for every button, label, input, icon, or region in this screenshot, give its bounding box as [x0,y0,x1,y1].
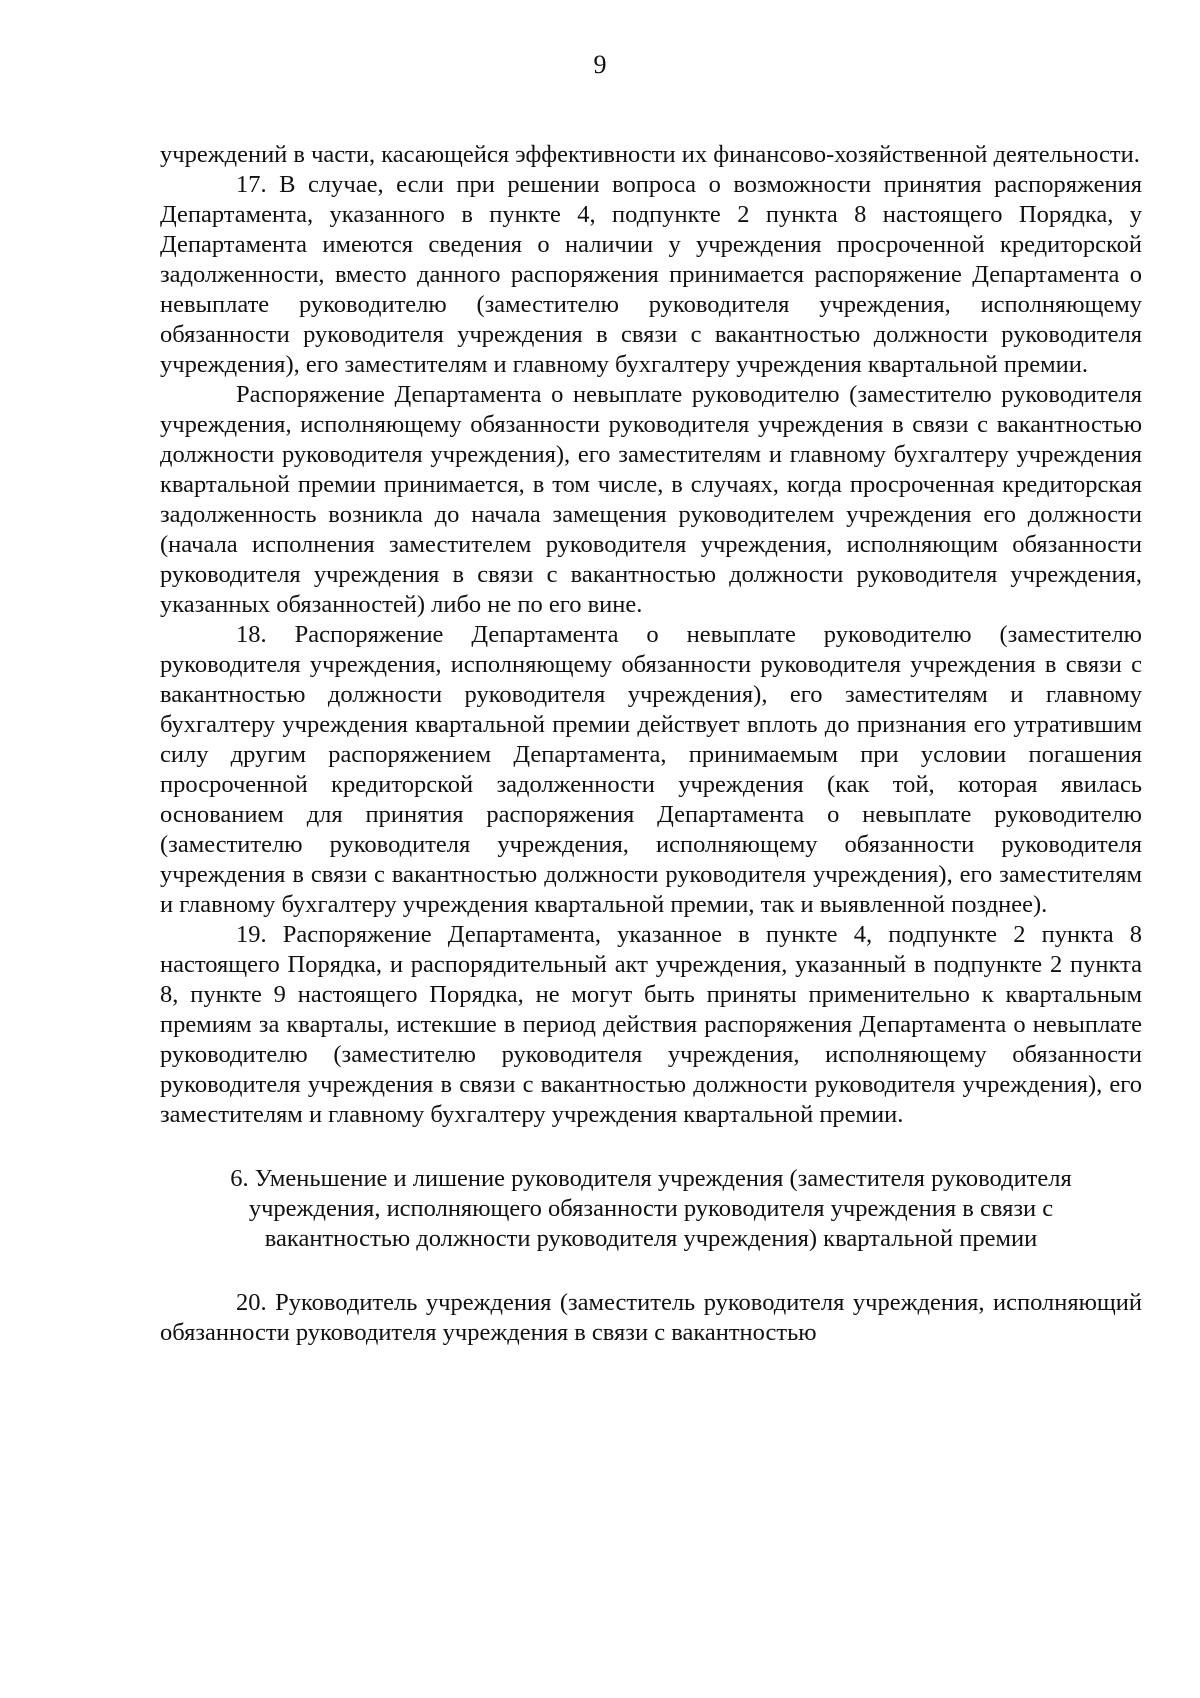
section-heading: 6. Уменьшение и лишение руководителя учреждения (заместителя руководителя учреждения, исполняющего обязанности руководителя учреждения в связи с вакантностью должности руководителя учреждения) квартальной премии [230,1165,1072,1252]
document-body [160,140,1142,1348]
paragraph-item-17: 17. В случае, если при решении вопроса о возможности принятия распоряжения Департамента, указанного в пункте 4, подпункте 2 пункта 8 настоящего Порядка, у Департамента имеются сведения о наличии у учреждения просроченной кредиторской задолженности, вместо данного распоряжения принимается распоряжение Департамента о невыплате руководителю (заместителю руководителя учреждения, исполняющему обязанности руководителя учреждения в связи с вакантностью должности руководителя учреждения), его заместителям и главному бухгалтеру учреждения квартальной премии. [160,171,1142,378]
paragraph-item-20: 20. Руководитель учреждения (заместитель руководителя учреждения, исполняющий обязанности руководителя учреждения в связи с вакантностью [160,1289,1142,1346]
paragraph-item-17-continued: Распоряжение Департамента о невыплате руководителю (заместителю руководителя учреждения, исполняющему обязанности руководителя учреждения в связи с вакантностью должности руководителя учреждения), его заместителям и главному бухгалтеру учреждения квартальной премии принимается, в том числе, в случаях, когда просроченная кредиторская задолженность возникла до начала замещения руководителем учреждения его должности (начала исполнения заместителем руководителя учреждения, исполняющим обязанности руководителя учреждения в связи с вакантностью должности руководителя учреждения, указанных обязанностей) либо не по его вине. [160,381,1142,618]
page-number: 9 [593,50,607,79]
paragraph-continuation: учреждений в части, касающейся эффективности их финансово-хозяйственной деятельности. [160,141,1140,168]
paragraph-item-19: 19. Распоряжение Департамента, указанное в пункте 4, подпункте 2 пункта 8 настоящего Порядка, и распорядительный акт учреждения, указанный в подпункте 2 пункта 8, пункте 9 настоящего Порядка, не могут быть приняты применительно к квартальным премиям за кварталы, истекшие в период действия распоряжения Департамента о невыплате руководителю (заместителю руководителя учреждения, исполняющему обязанности руководителя учреждения в связи с вакантностью должности руководителя учреждения), его заместителям и главному бухгалтеру учреждения квартальной премии. [160,921,1142,1128]
paragraph-item-18: 18. Распоряжение Департамента о невыплате руководителю (заместителю руководителя учреждения, исполняющему обязанности руководителя учреждения в связи с вакантностью должности руководителя учреждения), его заместителям и главному бухгалтеру учреждения квартальной премии действует вплоть до признания его утратившим силу другим распоряжением Департамента, принимаемым при условии погашения просроченной кредиторской задолженности учреждения (как той, которая явилась основанием для принятия распоряжения Департамента о невыплате руководителю (заместителю руководителя учреждения, исполняющему обязанности руководителя учреждения в связи с вакантностью должности руководителя учреждения), его заместителям и главному бухгалтеру учреждения квартальной премии, так и выявленной позднее). [160,621,1142,918]
